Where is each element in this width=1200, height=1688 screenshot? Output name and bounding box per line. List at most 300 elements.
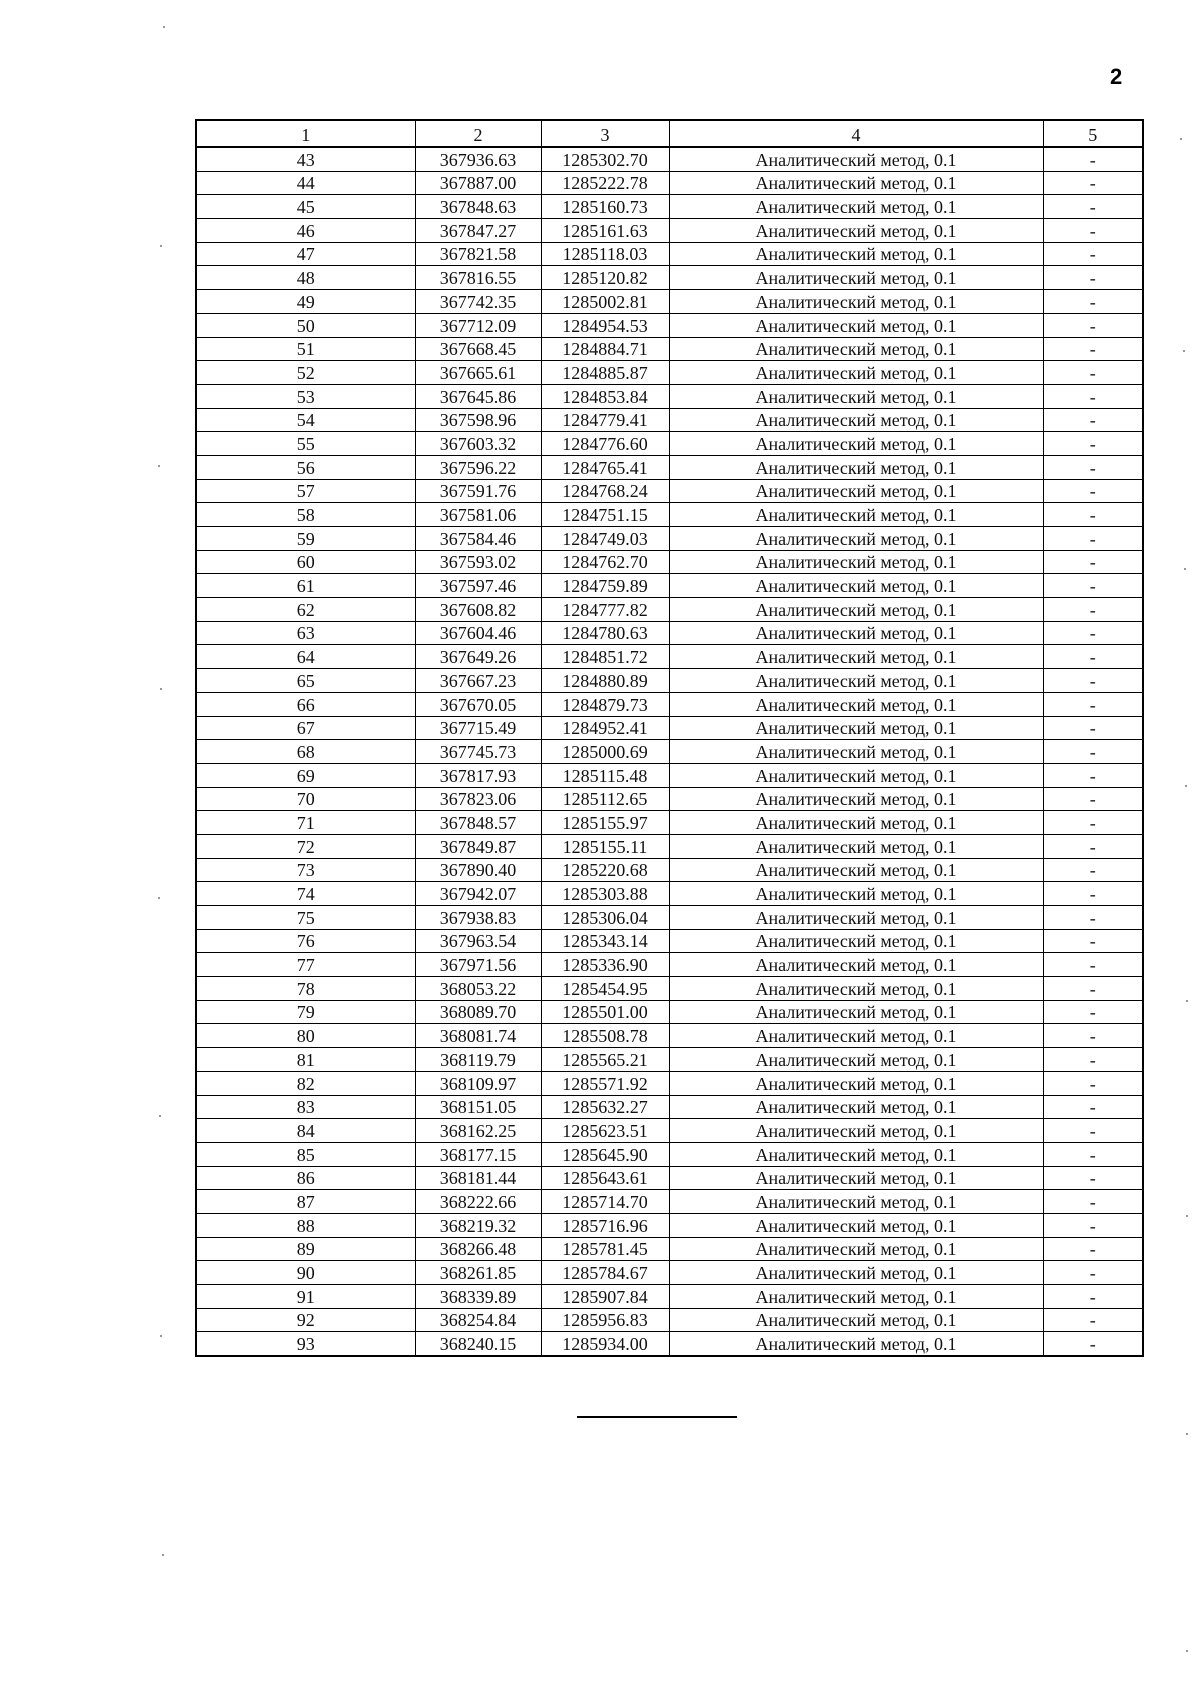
point-number-cell: 63 <box>196 621 415 645</box>
x-coordinate-cell: 367593.02 <box>415 550 541 574</box>
table-row <box>196 598 1143 622</box>
y-coordinate-cell: 1284954.53 <box>541 313 669 337</box>
y-coordinate-cell: 1285115.48 <box>541 763 669 787</box>
y-coordinate-cell: 1285508.78 <box>541 1024 669 1048</box>
description-cell: - <box>1043 692 1143 716</box>
description-cell: - <box>1043 432 1143 456</box>
y-coordinate-cell: 1285501.00 <box>541 1000 669 1024</box>
table-row <box>196 242 1143 266</box>
point-number-cell: 50 <box>196 313 415 337</box>
description-cell: - <box>1043 313 1143 337</box>
description-cell: - <box>1043 479 1143 503</box>
table-row <box>196 1166 1143 1190</box>
point-number-cell: 66 <box>196 692 415 716</box>
point-number-cell: 43 <box>196 147 415 171</box>
point-number-cell: 61 <box>196 574 415 598</box>
method-accuracy-cell: Аналитический метод, 0.1 <box>669 1119 1043 1143</box>
x-coordinate-cell: 368266.48 <box>415 1237 541 1261</box>
method-accuracy-cell: Аналитический метод, 0.1 <box>669 763 1043 787</box>
method-accuracy-cell: Аналитический метод, 0.1 <box>669 977 1043 1001</box>
x-coordinate-cell: 367715.49 <box>415 716 541 740</box>
description-cell: - <box>1043 195 1143 219</box>
description-cell: - <box>1043 574 1143 598</box>
column-header: 1 <box>196 120 415 147</box>
point-number-cell: 79 <box>196 1000 415 1024</box>
point-number-cell: 64 <box>196 645 415 669</box>
table-row <box>196 929 1143 953</box>
y-coordinate-cell: 1284885.87 <box>541 361 669 385</box>
y-coordinate-cell: 1284776.60 <box>541 432 669 456</box>
description-cell: - <box>1043 1119 1143 1143</box>
description-cell: - <box>1043 503 1143 527</box>
y-coordinate-cell: 1285160.73 <box>541 195 669 219</box>
page-number: 2 <box>1110 64 1123 89</box>
y-coordinate-cell: 1285714.70 <box>541 1190 669 1214</box>
description-cell: - <box>1043 811 1143 835</box>
description-cell: - <box>1043 219 1143 243</box>
y-coordinate-cell: 1285220.68 <box>541 858 669 882</box>
y-coordinate-cell: 1285303.88 <box>541 882 669 906</box>
point-number-cell: 57 <box>196 479 415 503</box>
y-coordinate-cell: 1285907.84 <box>541 1285 669 1309</box>
description-cell: - <box>1043 171 1143 195</box>
point-number-cell: 73 <box>196 858 415 882</box>
scan-speck <box>162 1554 164 1556</box>
x-coordinate-cell: 367584.46 <box>415 527 541 551</box>
scan-speck <box>1183 350 1185 352</box>
method-accuracy-cell: Аналитический метод, 0.1 <box>669 929 1043 953</box>
method-accuracy-cell: Аналитический метод, 0.1 <box>669 621 1043 645</box>
table-row <box>196 1142 1143 1166</box>
description-cell: - <box>1043 763 1143 787</box>
point-number-cell: 70 <box>196 787 415 811</box>
table-row <box>196 669 1143 693</box>
column-header: 2 <box>415 120 541 147</box>
description-cell: - <box>1043 882 1143 906</box>
table-row <box>196 906 1143 930</box>
point-number-cell: 87 <box>196 1190 415 1214</box>
description-cell: - <box>1043 1308 1143 1332</box>
x-coordinate-cell: 367745.73 <box>415 740 541 764</box>
column-header: 3 <box>541 120 669 147</box>
y-coordinate-cell: 1284762.70 <box>541 550 669 574</box>
description-cell: - <box>1043 858 1143 882</box>
table-row <box>196 1332 1143 1356</box>
method-accuracy-cell: Аналитический метод, 0.1 <box>669 503 1043 527</box>
table-row <box>196 195 1143 219</box>
x-coordinate-cell: 367848.63 <box>415 195 541 219</box>
point-number-cell: 47 <box>196 242 415 266</box>
x-coordinate-cell: 367849.87 <box>415 834 541 858</box>
y-coordinate-cell: 1285336.90 <box>541 953 669 977</box>
method-accuracy-cell: Аналитический метод, 0.1 <box>669 479 1043 503</box>
scan-speck <box>1186 1433 1188 1435</box>
method-accuracy-cell: Аналитический метод, 0.1 <box>669 1308 1043 1332</box>
scan-speck <box>158 897 160 899</box>
description-cell: - <box>1043 527 1143 551</box>
table-row <box>196 1024 1143 1048</box>
point-number-cell: 65 <box>196 669 415 693</box>
x-coordinate-cell: 367742.35 <box>415 290 541 314</box>
point-number-cell: 80 <box>196 1024 415 1048</box>
table-row <box>196 361 1143 385</box>
point-number-cell: 88 <box>196 1213 415 1237</box>
table-row <box>196 266 1143 290</box>
method-accuracy-cell: Аналитический метод, 0.1 <box>669 787 1043 811</box>
table-row <box>196 763 1143 787</box>
y-coordinate-cell: 1285716.96 <box>541 1213 669 1237</box>
x-coordinate-cell: 368109.97 <box>415 1071 541 1095</box>
scan-speck <box>1186 1215 1188 1217</box>
description-cell: - <box>1043 977 1143 1001</box>
description-cell: - <box>1043 1048 1143 1072</box>
x-coordinate-cell: 368119.79 <box>415 1048 541 1072</box>
x-coordinate-cell: 367591.76 <box>415 479 541 503</box>
point-number-cell: 71 <box>196 811 415 835</box>
coordinates-table <box>195 119 1144 1357</box>
y-coordinate-cell: 1284780.63 <box>541 621 669 645</box>
point-number-cell: 89 <box>196 1237 415 1261</box>
method-accuracy-cell: Аналитический метод, 0.1 <box>669 527 1043 551</box>
x-coordinate-cell: 367817.93 <box>415 763 541 787</box>
method-accuracy-cell: Аналитический метод, 0.1 <box>669 171 1043 195</box>
table-row <box>196 1000 1143 1024</box>
description-cell: - <box>1043 361 1143 385</box>
x-coordinate-cell: 367604.46 <box>415 621 541 645</box>
description-cell: - <box>1043 242 1143 266</box>
description-cell: - <box>1043 1142 1143 1166</box>
description-cell: - <box>1043 1332 1143 1356</box>
method-accuracy-cell: Аналитический метод, 0.1 <box>669 550 1043 574</box>
method-accuracy-cell: Аналитический метод, 0.1 <box>669 716 1043 740</box>
table-row <box>196 811 1143 835</box>
y-coordinate-cell: 1284884.71 <box>541 337 669 361</box>
y-coordinate-cell: 1285000.69 <box>541 740 669 764</box>
point-number-cell: 46 <box>196 219 415 243</box>
x-coordinate-cell: 367887.00 <box>415 171 541 195</box>
scan-speck <box>1180 138 1182 140</box>
table-row <box>196 574 1143 598</box>
method-accuracy-cell: Аналитический метод, 0.1 <box>669 313 1043 337</box>
table-row <box>196 716 1143 740</box>
x-coordinate-cell: 367649.26 <box>415 645 541 669</box>
description-cell: - <box>1043 408 1143 432</box>
description-cell: - <box>1043 669 1143 693</box>
x-coordinate-cell: 367670.05 <box>415 692 541 716</box>
y-coordinate-cell: 1284777.82 <box>541 598 669 622</box>
point-number-cell: 44 <box>196 171 415 195</box>
x-coordinate-cell: 368162.25 <box>415 1119 541 1143</box>
method-accuracy-cell: Аналитический метод, 0.1 <box>669 455 1043 479</box>
y-coordinate-cell: 1284765.41 <box>541 455 669 479</box>
method-accuracy-cell: Аналитический метод, 0.1 <box>669 669 1043 693</box>
description-cell: - <box>1043 1285 1143 1309</box>
y-coordinate-cell: 1285623.51 <box>541 1119 669 1143</box>
y-coordinate-cell: 1285118.03 <box>541 242 669 266</box>
y-coordinate-cell: 1285784.67 <box>541 1261 669 1285</box>
x-coordinate-cell: 367971.56 <box>415 953 541 977</box>
description-cell: - <box>1043 1071 1143 1095</box>
point-number-cell: 91 <box>196 1285 415 1309</box>
x-coordinate-cell: 368339.89 <box>415 1285 541 1309</box>
scan-speck <box>159 1115 161 1117</box>
table-row <box>196 1119 1143 1143</box>
method-accuracy-cell: Аналитический метод, 0.1 <box>669 692 1043 716</box>
point-number-cell: 74 <box>196 882 415 906</box>
point-number-cell: 92 <box>196 1308 415 1332</box>
x-coordinate-cell: 367936.63 <box>415 147 541 171</box>
y-coordinate-cell: 1284880.89 <box>541 669 669 693</box>
method-accuracy-cell: Аналитический метод, 0.1 <box>669 1142 1043 1166</box>
point-number-cell: 85 <box>196 1142 415 1166</box>
table-row <box>196 1261 1143 1285</box>
description-cell: - <box>1043 740 1143 764</box>
x-coordinate-cell: 367938.83 <box>415 906 541 930</box>
x-coordinate-cell: 367596.22 <box>415 455 541 479</box>
method-accuracy-cell: Аналитический метод, 0.1 <box>669 740 1043 764</box>
method-accuracy-cell: Аналитический метод, 0.1 <box>669 1332 1043 1356</box>
method-accuracy-cell: Аналитический метод, 0.1 <box>669 1237 1043 1261</box>
method-accuracy-cell: Аналитический метод, 0.1 <box>669 147 1043 171</box>
table-row <box>196 953 1143 977</box>
description-cell: - <box>1043 906 1143 930</box>
method-accuracy-cell: Аналитический метод, 0.1 <box>669 408 1043 432</box>
description-cell: - <box>1043 266 1143 290</box>
method-accuracy-cell: Аналитический метод, 0.1 <box>669 598 1043 622</box>
x-coordinate-cell: 368240.15 <box>415 1332 541 1356</box>
y-coordinate-cell: 1284851.72 <box>541 645 669 669</box>
x-coordinate-cell: 367712.09 <box>415 313 541 337</box>
point-number-cell: 83 <box>196 1095 415 1119</box>
end-of-table-rule <box>577 1416 737 1418</box>
description-cell: - <box>1043 1000 1143 1024</box>
x-coordinate-cell: 367667.23 <box>415 669 541 693</box>
table-row <box>196 692 1143 716</box>
description-cell: - <box>1043 834 1143 858</box>
description-cell: - <box>1043 1190 1143 1214</box>
scan-speck <box>158 465 160 467</box>
x-coordinate-cell: 367942.07 <box>415 882 541 906</box>
table-row <box>196 527 1143 551</box>
y-coordinate-cell: 1285002.81 <box>541 290 669 314</box>
point-number-cell: 75 <box>196 906 415 930</box>
table-row <box>196 977 1143 1001</box>
table-row <box>196 337 1143 361</box>
method-accuracy-cell: Аналитический метод, 0.1 <box>669 882 1043 906</box>
y-coordinate-cell: 1285112.65 <box>541 787 669 811</box>
method-accuracy-cell: Аналитический метод, 0.1 <box>669 1285 1043 1309</box>
method-accuracy-cell: Аналитический метод, 0.1 <box>669 1024 1043 1048</box>
table-header-row <box>196 120 1143 147</box>
table-row <box>196 384 1143 408</box>
column-header: 5 <box>1043 120 1143 147</box>
scan-speck <box>163 26 165 28</box>
y-coordinate-cell: 1285161.63 <box>541 219 669 243</box>
point-number-cell: 78 <box>196 977 415 1001</box>
y-coordinate-cell: 1284768.24 <box>541 479 669 503</box>
method-accuracy-cell: Аналитический метод, 0.1 <box>669 266 1043 290</box>
point-number-cell: 90 <box>196 1261 415 1285</box>
x-coordinate-cell: 367821.58 <box>415 242 541 266</box>
method-accuracy-cell: Аналитический метод, 0.1 <box>669 906 1043 930</box>
point-number-cell: 76 <box>196 929 415 953</box>
table-row <box>196 503 1143 527</box>
table-row <box>196 645 1143 669</box>
method-accuracy-cell: Аналитический метод, 0.1 <box>669 1166 1043 1190</box>
column-header: 4 <box>669 120 1043 147</box>
description-cell: - <box>1043 147 1143 171</box>
y-coordinate-cell: 1284779.41 <box>541 408 669 432</box>
point-number-cell: 51 <box>196 337 415 361</box>
y-coordinate-cell: 1285306.04 <box>541 906 669 930</box>
y-coordinate-cell: 1285934.00 <box>541 1332 669 1356</box>
description-cell: - <box>1043 716 1143 740</box>
description-cell: - <box>1043 645 1143 669</box>
method-accuracy-cell: Аналитический метод, 0.1 <box>669 1213 1043 1237</box>
table-row <box>196 882 1143 906</box>
point-number-cell: 68 <box>196 740 415 764</box>
scan-speck <box>1186 1650 1188 1652</box>
y-coordinate-cell: 1284853.84 <box>541 384 669 408</box>
scan-speck <box>1185 785 1187 787</box>
point-number-cell: 55 <box>196 432 415 456</box>
description-cell: - <box>1043 455 1143 479</box>
x-coordinate-cell: 368089.70 <box>415 1000 541 1024</box>
y-coordinate-cell: 1285343.14 <box>541 929 669 953</box>
x-coordinate-cell: 368254.84 <box>415 1308 541 1332</box>
point-number-cell: 84 <box>196 1119 415 1143</box>
x-coordinate-cell: 368177.15 <box>415 1142 541 1166</box>
table-row <box>196 479 1143 503</box>
table-row <box>196 432 1143 456</box>
point-number-cell: 69 <box>196 763 415 787</box>
method-accuracy-cell: Аналитический метод, 0.1 <box>669 361 1043 385</box>
point-number-cell: 67 <box>196 716 415 740</box>
point-number-cell: 56 <box>196 455 415 479</box>
description-cell: - <box>1043 1213 1143 1237</box>
point-number-cell: 53 <box>196 384 415 408</box>
point-number-cell: 72 <box>196 834 415 858</box>
y-coordinate-cell: 1285302.70 <box>541 147 669 171</box>
x-coordinate-cell: 367816.55 <box>415 266 541 290</box>
table-row <box>196 171 1143 195</box>
method-accuracy-cell: Аналитический метод, 0.1 <box>669 811 1043 835</box>
table-row <box>196 290 1143 314</box>
table-row <box>196 1285 1143 1309</box>
method-accuracy-cell: Аналитический метод, 0.1 <box>669 645 1043 669</box>
method-accuracy-cell: Аналитический метод, 0.1 <box>669 219 1043 243</box>
y-coordinate-cell: 1285120.82 <box>541 266 669 290</box>
point-number-cell: 54 <box>196 408 415 432</box>
x-coordinate-cell: 368181.44 <box>415 1166 541 1190</box>
method-accuracy-cell: Аналитический метод, 0.1 <box>669 1190 1043 1214</box>
table-row <box>196 550 1143 574</box>
table-row <box>196 1308 1143 1332</box>
table-body <box>196 147 1143 1356</box>
point-number-cell: 52 <box>196 361 415 385</box>
description-cell: - <box>1043 1095 1143 1119</box>
method-accuracy-cell: Аналитический метод, 0.1 <box>669 834 1043 858</box>
scan-speck <box>160 1335 162 1337</box>
scan-speck <box>160 688 162 690</box>
method-accuracy-cell: Аналитический метод, 0.1 <box>669 384 1043 408</box>
x-coordinate-cell: 367597.46 <box>415 574 541 598</box>
point-number-cell: 48 <box>196 266 415 290</box>
y-coordinate-cell: 1284751.15 <box>541 503 669 527</box>
point-number-cell: 62 <box>196 598 415 622</box>
x-coordinate-cell: 368053.22 <box>415 977 541 1001</box>
x-coordinate-cell: 367963.54 <box>415 929 541 953</box>
method-accuracy-cell: Аналитический метод, 0.1 <box>669 1071 1043 1095</box>
x-coordinate-cell: 367603.32 <box>415 432 541 456</box>
method-accuracy-cell: Аналитический метод, 0.1 <box>669 858 1043 882</box>
description-cell: - <box>1043 929 1143 953</box>
table-row <box>196 147 1143 171</box>
scan-speck <box>1184 568 1186 570</box>
table-row <box>196 621 1143 645</box>
table-row <box>196 408 1143 432</box>
method-accuracy-cell: Аналитический метод, 0.1 <box>669 195 1043 219</box>
point-number-cell: 93 <box>196 1332 415 1356</box>
y-coordinate-cell: 1285454.95 <box>541 977 669 1001</box>
method-accuracy-cell: Аналитический метод, 0.1 <box>669 1000 1043 1024</box>
table-row <box>196 787 1143 811</box>
table-row <box>196 1190 1143 1214</box>
description-cell: - <box>1043 550 1143 574</box>
y-coordinate-cell: 1284759.89 <box>541 574 669 598</box>
table-row <box>196 1095 1143 1119</box>
description-cell: - <box>1043 787 1143 811</box>
method-accuracy-cell: Аналитический метод, 0.1 <box>669 1095 1043 1119</box>
y-coordinate-cell: 1285781.45 <box>541 1237 669 1261</box>
x-coordinate-cell: 367890.40 <box>415 858 541 882</box>
table-row <box>196 219 1143 243</box>
y-coordinate-cell: 1284879.73 <box>541 692 669 716</box>
x-coordinate-cell: 367608.82 <box>415 598 541 622</box>
y-coordinate-cell: 1285645.90 <box>541 1142 669 1166</box>
y-coordinate-cell: 1284952.41 <box>541 716 669 740</box>
method-accuracy-cell: Аналитический метод, 0.1 <box>669 290 1043 314</box>
table-row <box>196 740 1143 764</box>
description-cell: - <box>1043 1261 1143 1285</box>
table-row <box>196 1237 1143 1261</box>
table-row <box>196 1071 1143 1095</box>
point-number-cell: 60 <box>196 550 415 574</box>
x-coordinate-cell: 367581.06 <box>415 503 541 527</box>
description-cell: - <box>1043 953 1143 977</box>
y-coordinate-cell: 1285632.27 <box>541 1095 669 1119</box>
description-cell: - <box>1043 1024 1143 1048</box>
scan-speck <box>160 245 162 247</box>
y-coordinate-cell: 1285643.61 <box>541 1166 669 1190</box>
method-accuracy-cell: Аналитический метод, 0.1 <box>669 337 1043 361</box>
method-accuracy-cell: Аналитический метод, 0.1 <box>669 432 1043 456</box>
y-coordinate-cell: 1285956.83 <box>541 1308 669 1332</box>
point-number-cell: 86 <box>196 1166 415 1190</box>
description-cell: - <box>1043 337 1143 361</box>
y-coordinate-cell: 1285565.21 <box>541 1048 669 1072</box>
table-row <box>196 858 1143 882</box>
x-coordinate-cell: 367598.96 <box>415 408 541 432</box>
description-cell: - <box>1043 290 1143 314</box>
description-cell: - <box>1043 384 1143 408</box>
table-row <box>196 1048 1143 1072</box>
table-row <box>196 1213 1143 1237</box>
y-coordinate-cell: 1285155.97 <box>541 811 669 835</box>
method-accuracy-cell: Аналитический метод, 0.1 <box>669 1261 1043 1285</box>
point-number-cell: 58 <box>196 503 415 527</box>
x-coordinate-cell: 367847.27 <box>415 219 541 243</box>
